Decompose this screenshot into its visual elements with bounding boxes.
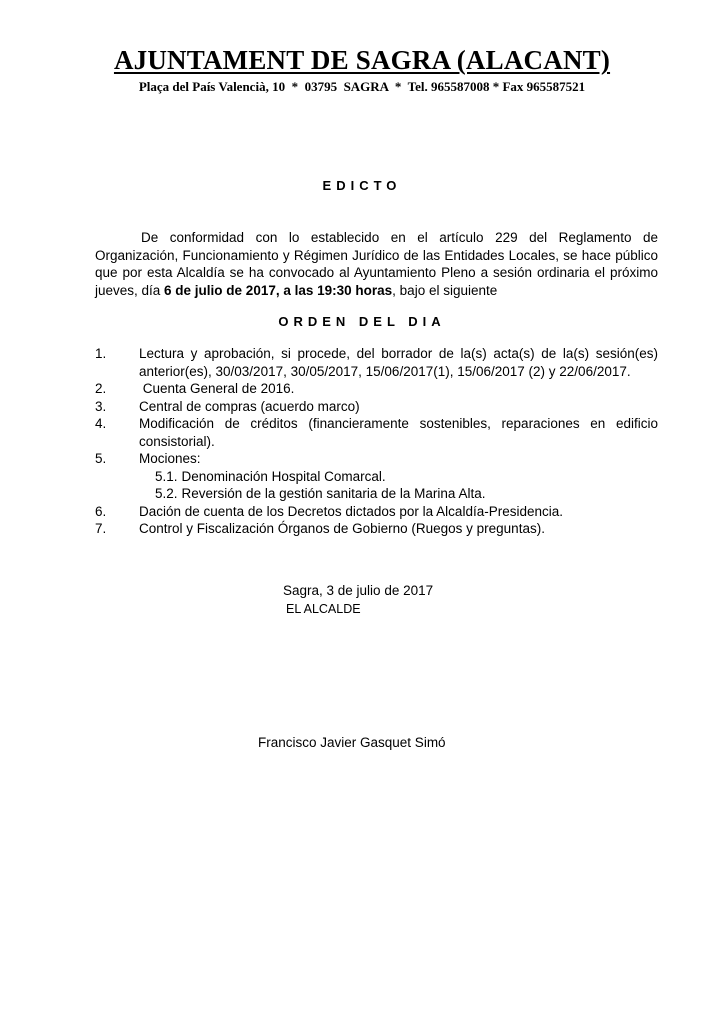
mocion-number: 5.1. xyxy=(155,468,178,484)
agenda-item-number: 7. xyxy=(95,521,107,536)
agenda-item-text: Mociones: xyxy=(139,451,201,466)
place-date: Sagra, 3 de julio de 2017 xyxy=(283,583,434,598)
agenda-item-number: 5. xyxy=(95,451,107,466)
letterhead-title xyxy=(0,44,724,76)
agenda-item-5 xyxy=(95,450,658,503)
intro-text-after: , bajo el siguiente xyxy=(392,282,498,298)
agenda-item-3 xyxy=(95,398,658,416)
agenda-item-2 xyxy=(95,380,658,398)
agenda-item-text: Control y Fiscalización Órganos de Gobierno (Ruegos y preguntas). xyxy=(139,521,545,536)
agenda-item-number: 2. xyxy=(95,381,107,396)
agenda-item-text: Modificación de créditos (financieramente sostenibles, reparaciones en edificio consistorial). xyxy=(139,416,658,449)
letterhead-address: Plaça del País Valencià, 10 * 03795 SAGRA * Tel. 965587008 * Fax 965587521 xyxy=(138,79,586,94)
agenda-item-number: 3. xyxy=(95,398,107,414)
agenda-heading: ORDEN DEL DIA xyxy=(278,314,446,329)
agenda-item-4 xyxy=(95,415,658,450)
agenda-item-number: 1. xyxy=(95,346,107,361)
agenda-item-7 xyxy=(95,520,658,538)
mociones-list xyxy=(139,468,658,503)
letterhead-title-text: AJUNTAMENT DE SAGRA (ALACANT) xyxy=(113,45,611,75)
agenda-item-text: Dación de cuenta de los Decretos dictados por la Alcaldía-Presidencia. xyxy=(139,503,563,519)
intro-text-before: De conformidad con lo establecido en el artículo 229 del Reglamento de Organización, Funcionamiento y Régimen Jurídico de las Entidades Locales, se hace público que por esta Alcaldía se ha convocado al Ayuntamiento Pleno a sesión ordinaria el próximo jueves, día xyxy=(95,230,658,298)
mocion-text: Reversión de la gestión sanitaria de la Marina Alta. xyxy=(181,486,486,501)
agenda-item-text: Lectura y aprobación, si procede, del borrador de la(s) acta(s) de la(s) sesión(es) anterior(es), 30/03/2017, 30/05/2017, 15/06/2017(1), 15/06/2017 (2) y 22/06/2017. xyxy=(139,346,658,379)
mocion-item-2 xyxy=(155,485,658,503)
mocion-text: Denominación Hospital Comarcal. xyxy=(181,468,386,484)
agenda-item-number: 6. xyxy=(95,503,107,519)
agenda-list xyxy=(95,345,658,538)
edict-heading: EDICTO xyxy=(322,178,402,193)
agenda-item-1 xyxy=(95,345,658,380)
agenda-item-text: Central de compras (acuerdo marco) xyxy=(139,398,360,414)
intro-paragraph xyxy=(95,229,658,299)
agenda-item-text: Cuenta General de 2016. xyxy=(139,381,295,396)
signatory-role: EL ALCALDE xyxy=(286,602,361,616)
signatory-name: Francisco Javier Gasquet Simó xyxy=(258,735,446,750)
agenda-item-6 xyxy=(95,503,658,521)
mocion-item-1 xyxy=(155,468,658,486)
intro-session-date: 6 de julio de 2017, a las 19:30 horas xyxy=(164,282,393,298)
agenda-item-number: 4. xyxy=(95,416,107,431)
mocion-number: 5.2. xyxy=(155,486,178,501)
